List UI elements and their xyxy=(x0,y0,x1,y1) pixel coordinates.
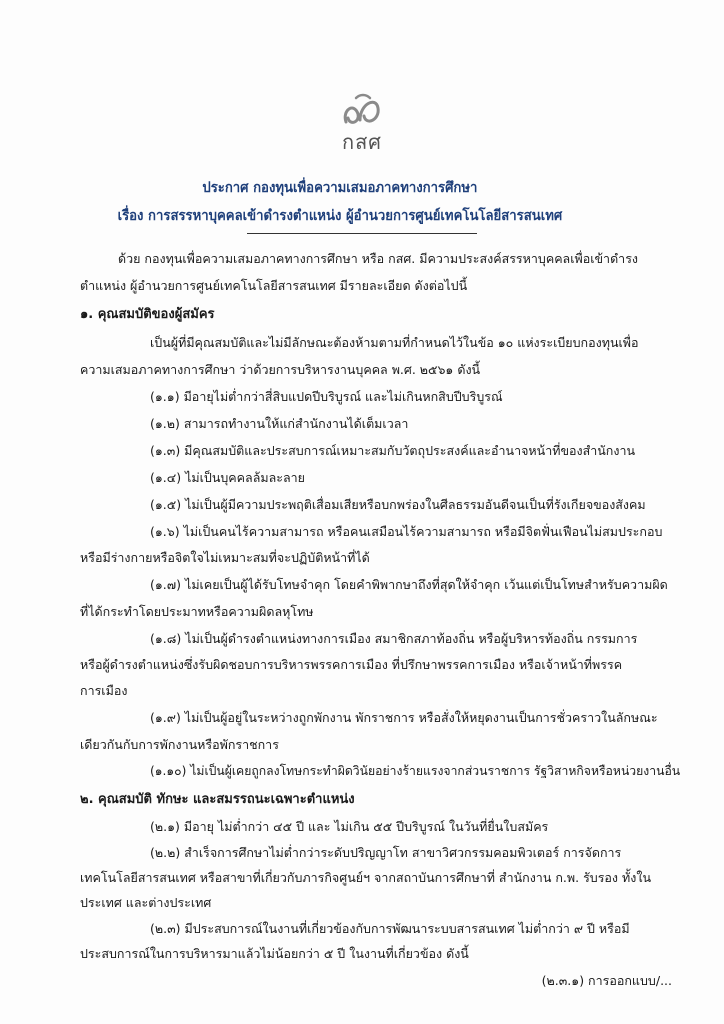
section-2-item-3b: ประสบการณ์ในการบริหารมาแล้วไม่น้อยกว่า ๕ ปี ในงานที่เกี่ยวข้อง ดังนี้ xyxy=(80,946,469,961)
section-1-item-4: (๑.๔) ไม่เป็นบุคคลล้มละลาย xyxy=(150,470,305,485)
section-1-item-3: (๑.๓) มีคุณสมบัติและประสบการณ์เหมาะสมกับวัตถุประสงค์และอำนาจหน้าที่ของสำนักงาน xyxy=(150,443,636,458)
section-1-heading: ๑. คุณสมบัติของผู้สมัคร xyxy=(80,307,215,322)
section-1-item-8c: การเมือง xyxy=(80,683,128,698)
section-1-item-7a: (๑.๗) ไม่เคยเป็นผู้ได้รับโทษจำคุก โดยคำพิพากษาถึงที่สุดให้จำคุก เว้นแต่เป็นโทษสำหรับความผิด xyxy=(150,577,668,592)
section-1-item-9a: (๑.๙) ไม่เป็นผู้อยู่ในระหว่างถูกพักงาน พักราชการ หรือสั่งให้หยุดงานเป็นการชั่วคราวในลักษณะ xyxy=(150,710,658,725)
section-2-item-1: (๒.๑) มีอายุ ไม่ต่ำกว่า ๔๕ ปี และ ไม่เกิน ๕๕ ปีบริบูรณ์ ในวันที่ยื่นใบสมัคร xyxy=(150,819,549,834)
section-1-item-10: (๑.๑๐) ไม่เป็นผู้เคยถูกลงโทษกระทำผิดวินัยอย่างร้ายแรงจากส่วนราชการ รัฐวิสาหกิจหรือหน่วยงานอื่น xyxy=(150,763,681,778)
intro-line-1: ด้วย กองทุนเพื่อความเสมอภาคทางการศึกษา หรือ กสศ. มีความประสงค์สรรหาบุคคลเพื่อเข้าดำรง xyxy=(118,251,639,266)
continued-footer-note: (๒.๓.๑) การออกแบบ/... xyxy=(541,973,672,988)
logo-text: กสศ xyxy=(341,130,382,154)
section-1-item-2: (๑.๒) สามารถทำงานให้แก่สำนักงานได้เต็มเวลา xyxy=(150,416,409,431)
section-1-item-6a: (๑.๖) ไม่เป็นคนไร้ความสามารถ หรือคนเสมือนไร้ความสามารถ หรือมีจิตฟั่นเฟือนไม่สมประกอบ xyxy=(150,524,663,539)
section-1-item-1: (๑.๑) มีอายุไม่ต่ำกว่าสี่สิบแปดปีบริบูรณ์ และไม่เกินหกสิบปีบริบูรณ์ xyxy=(150,389,503,404)
section-1-item-8a: (๑.๘) ไม่เป็นผู้ดำรงตำแหน่งทางการเมือง สมาชิกสภาท้องถิ่น หรือผู้บริหารท้องถิ่น กรรมการ xyxy=(150,631,638,646)
section-1-item-8b: หรือผู้ดำรงตำแหน่งซึ่งรับผิดชอบการบริหารพรรคการเมือง ที่ปรึกษาพรรคการเมือง หรือเจ้าหน้าที่พรรค xyxy=(80,657,623,672)
logo-mark-icon xyxy=(340,92,384,132)
section-2-heading: ๒. คุณสมบัติ ทักษะ และสมรรถนะเฉพาะตำแหน่ง xyxy=(80,792,355,807)
section-2-item-2b: เทคโนโลยีสารสนเทศ หรือสาขาที่เกี่ยวกับภารกิจศูนย์ฯ จากสถาบันการศึกษาที่ สำนักงาน ก.พ. รับรอง ทั้งใน xyxy=(80,870,652,885)
section-1-item-9b: เดียวกันกับการพักงานหรือพักราชการ xyxy=(80,737,279,752)
section-2-item-2a: (๒.๒) สำเร็จการศึกษาไม่ต่ำกว่าระดับปริญญาโท สาขาวิศวกรรมคอมพิวเตอร์ การจัดการ xyxy=(150,845,622,860)
title-divider xyxy=(247,233,477,234)
section-1-lead-2: ความเสมอภาคทางการศึกษา ว่าด้วยการบริหารงานบุคคล พ.ศ. ๒๕๖๑ ดังนี้ xyxy=(80,362,481,377)
section-2-item-2c: ประเทศ และต่างประเทศ xyxy=(80,895,212,910)
section-1-lead-1: เป็นผู้ที่มีคุณสมบัติและไม่มีลักษณะต้องห้ามตามที่กำหนดไว้ในข้อ ๑๐ แห่งระเบียบกองทุนเพื่อ xyxy=(150,335,639,350)
announcement-subject: เรื่อง การสรรหาบุคคลเข้าดำรงตำแหน่ง ผู้อำนวยการศูนย์เทคโนโลยีสารสนเทศ xyxy=(117,208,563,224)
organization-logo xyxy=(332,92,392,162)
section-2-item-3a: (๒.๓) มีประสบการณ์ในงานที่เกี่ยวข้องกับการพัฒนาระบบสารสนเทศ ไม่ต่ำกว่า ๙ ปี หรือมี xyxy=(150,921,630,936)
announcement-title: ประกาศ กองทุนเพื่อความเสมอภาคทางการศึกษา xyxy=(202,180,478,196)
intro-line-2: ตำแหน่ง ผู้อำนวยการศูนย์เทคโนโลยีสารสนเทศ มีรายละเอียด ดังต่อไปนี้ xyxy=(80,278,468,293)
section-1-item-6b: หรือมีร่างกายหรือจิตใจไม่เหมาะสมที่จะปฏิบัติหน้าที่ได้ xyxy=(80,550,370,565)
section-1-item-7b: ที่ได้กระทำโดยประมาทหรือความผิดลหุโทษ xyxy=(80,604,314,619)
section-1-item-5: (๑.๕) ไม่เป็นผู้มีความประพฤติเสื่อมเสียหรือบกพร่องในศีลธรรมอันดีจนเป็นที่รังเกียจของสังคม xyxy=(150,497,646,512)
